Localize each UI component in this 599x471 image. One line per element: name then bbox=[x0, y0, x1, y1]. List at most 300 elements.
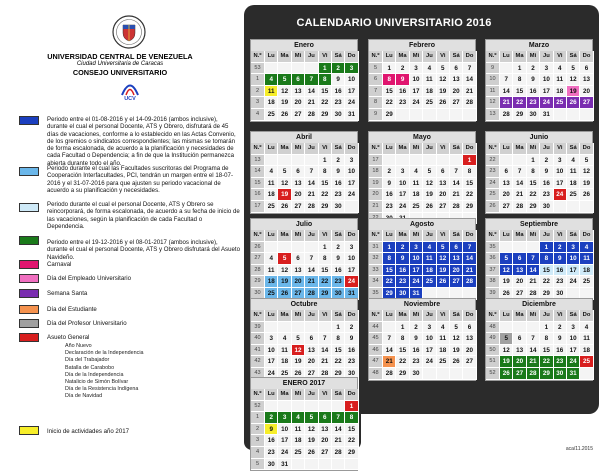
week-number: 17 bbox=[251, 201, 265, 213]
day-cell: 24 bbox=[554, 189, 567, 201]
day-cell: 11 bbox=[265, 86, 278, 98]
empty-cell bbox=[580, 368, 593, 380]
ucv-logo bbox=[120, 80, 140, 104]
empty-cell bbox=[345, 201, 358, 213]
day-cell: 1 bbox=[319, 242, 332, 254]
week-number: 33 bbox=[369, 265, 383, 277]
day-cell: 14 bbox=[463, 253, 476, 265]
asueto-holiday: Declaración de la Independencia bbox=[65, 350, 144, 357]
week-number: 26 bbox=[486, 201, 500, 213]
legend-swatch bbox=[19, 236, 39, 245]
asueto-holiday: Batalla de Carabobo bbox=[65, 364, 115, 371]
day-cell: 21 bbox=[527, 356, 540, 368]
empty-cell bbox=[292, 63, 305, 75]
empty-cell bbox=[437, 155, 450, 167]
day-cell: 27 bbox=[319, 447, 332, 459]
empty-cell bbox=[292, 459, 305, 471]
week-number: 22 bbox=[486, 155, 500, 167]
weekday-header: Lu bbox=[383, 230, 396, 242]
empty-cell bbox=[513, 155, 526, 167]
empty-cell bbox=[567, 201, 580, 213]
day-cell: 2 bbox=[332, 63, 345, 75]
legend-swatch bbox=[19, 305, 39, 314]
weekday-header: Do bbox=[345, 389, 358, 401]
weekday-header: Vi bbox=[437, 143, 450, 155]
day-cell: 29 bbox=[383, 288, 396, 300]
day-cell: 23 bbox=[527, 97, 540, 109]
empty-cell bbox=[278, 63, 291, 75]
weekday-header: Ma bbox=[513, 230, 526, 242]
day-cell: 28 bbox=[319, 368, 332, 380]
empty-cell bbox=[278, 401, 291, 413]
day-cell: 13 bbox=[437, 178, 450, 190]
day-cell: 28 bbox=[500, 109, 513, 121]
month-8 bbox=[485, 218, 593, 301]
week-number: 3 bbox=[251, 97, 265, 109]
day-cell: 6 bbox=[292, 74, 305, 86]
day-cell: 20 bbox=[463, 345, 476, 357]
day-cell: 28 bbox=[463, 97, 476, 109]
day-cell: 24 bbox=[396, 201, 409, 213]
asueto-holiday: Día de la Independencia bbox=[65, 371, 124, 378]
day-cell: 29 bbox=[396, 368, 409, 380]
day-cell: 28 bbox=[383, 368, 396, 380]
day-cell: 4 bbox=[580, 322, 593, 334]
day-cell: 2 bbox=[383, 166, 396, 178]
weekday-header: Vi bbox=[319, 310, 332, 322]
day-cell: 27 bbox=[580, 97, 593, 109]
day-cell: 20 bbox=[450, 265, 463, 277]
week-number: 5 bbox=[369, 63, 383, 75]
weekday-header: Sá bbox=[450, 143, 463, 155]
day-cell: 6 bbox=[305, 333, 318, 345]
day-cell: 21 bbox=[332, 435, 345, 447]
weekday-header: Ju bbox=[305, 389, 318, 401]
day-cell: 21 bbox=[450, 189, 463, 201]
week-number: 1 bbox=[251, 74, 265, 86]
day-cell: 17 bbox=[554, 178, 567, 190]
asueto-holiday: Año Nuevo bbox=[65, 343, 92, 349]
day-cell: 12 bbox=[500, 265, 513, 277]
week-number: 23 bbox=[486, 166, 500, 178]
day-cell: 28 bbox=[332, 447, 345, 459]
week-number: 30 bbox=[251, 288, 265, 300]
weekday-header: Lu bbox=[265, 143, 278, 155]
day-cell: 12 bbox=[292, 345, 305, 357]
week-number: 2 bbox=[251, 424, 265, 436]
day-cell: 23 bbox=[540, 189, 553, 201]
day-cell: 7 bbox=[305, 253, 318, 265]
day-cell: 28 bbox=[527, 368, 540, 380]
day-cell: 25 bbox=[265, 201, 278, 213]
legend-text: Periodo durante el cual las Facultades suscritoras del Programa de Cooperación Interfacultades, PCI, tendrán un margen entre el 18-07-2016 y el 31-07-2016 para que ajusten su periodo vacacional de acuerdo a su planificación y necesidades. bbox=[47, 165, 233, 194]
empty-cell bbox=[463, 109, 476, 121]
day-cell: 27 bbox=[292, 288, 305, 300]
day-cell: 27 bbox=[450, 97, 463, 109]
month-name: Febrero bbox=[369, 40, 475, 51]
day-cell: 5 bbox=[437, 242, 450, 254]
empty-cell bbox=[292, 155, 305, 167]
day-cell: 10 bbox=[410, 253, 423, 265]
day-cell: 8 bbox=[463, 166, 476, 178]
day-cell: 17 bbox=[345, 86, 358, 98]
empty-cell bbox=[319, 459, 332, 471]
day-cell: 17 bbox=[423, 345, 436, 357]
day-cell: 22 bbox=[319, 189, 332, 201]
day-cell: 15 bbox=[319, 265, 332, 277]
day-cell: 18 bbox=[423, 265, 436, 277]
day-cell: 27 bbox=[463, 356, 476, 368]
day-cell: 19 bbox=[305, 435, 318, 447]
day-cell: 10 bbox=[396, 178, 409, 190]
day-cell: 25 bbox=[265, 288, 278, 300]
day-cell: 14 bbox=[527, 345, 540, 357]
day-cell: 8 bbox=[383, 74, 396, 86]
empty-cell bbox=[305, 242, 318, 254]
week-number: 48 bbox=[369, 368, 383, 380]
day-cell: 2 bbox=[396, 242, 409, 254]
day-cell: 20 bbox=[292, 97, 305, 109]
day-cell: 3 bbox=[345, 63, 358, 75]
weekday-header: Ju bbox=[540, 230, 553, 242]
month-6 bbox=[250, 218, 358, 301]
day-cell: 8 bbox=[319, 253, 332, 265]
week-number: 25 bbox=[486, 189, 500, 201]
weekday-header: Lu bbox=[265, 51, 278, 63]
weekday-header: Do bbox=[463, 51, 476, 63]
day-cell: 12 bbox=[437, 74, 450, 86]
weekday-header: Do bbox=[345, 51, 358, 63]
day-cell: 24 bbox=[567, 356, 580, 368]
day-cell: 9 bbox=[527, 74, 540, 86]
day-cell: 25 bbox=[580, 276, 593, 288]
empty-cell bbox=[423, 109, 436, 121]
day-cell: 4 bbox=[580, 242, 593, 254]
legend-swatch bbox=[19, 116, 39, 125]
day-cell: 24 bbox=[423, 356, 436, 368]
legend-swatch bbox=[19, 203, 39, 212]
day-cell: 29 bbox=[332, 368, 345, 380]
empty-cell bbox=[500, 322, 513, 334]
day-cell: 21 bbox=[500, 97, 513, 109]
weekday-header: Do bbox=[580, 143, 593, 155]
weekday-header: N.º bbox=[486, 230, 500, 242]
week-number: 1 bbox=[251, 412, 265, 424]
day-cell: 9 bbox=[332, 253, 345, 265]
day-cell: 6 bbox=[319, 412, 332, 424]
day-cell: 17 bbox=[396, 189, 409, 201]
day-cell: 4 bbox=[567, 155, 580, 167]
day-cell: 4 bbox=[437, 322, 450, 334]
day-cell: 10 bbox=[345, 253, 358, 265]
month-2 bbox=[485, 39, 593, 122]
day-cell: 4 bbox=[292, 412, 305, 424]
month-10 bbox=[368, 298, 476, 381]
day-cell: 17 bbox=[410, 86, 423, 98]
empty-cell bbox=[383, 155, 396, 167]
week-number: 6 bbox=[369, 74, 383, 86]
day-cell: 18 bbox=[567, 178, 580, 190]
legend-text: Periodo entre el 01-08-2016 y el 14-09-2016 (ambos inclusive), durante el cual el personal Docente, ATS y Obrero, disfrutará de 45 días de vacaciones, conforme a lo establecido en las Actas Convenio, de los gremios o sindicatos correspondientes; las mismas se tomarán de forma escalonada, de acuerdo a la planificación y necesidades de cada Facultad o Dependencia; a fin de que la Institución permanezca abierta durante todo el año. bbox=[47, 116, 236, 167]
day-cell: 30 bbox=[527, 109, 540, 121]
day-cell: 4 bbox=[554, 63, 567, 75]
empty-cell bbox=[423, 155, 436, 167]
week-number: 46 bbox=[369, 345, 383, 357]
day-cell: 7 bbox=[513, 166, 526, 178]
weekday-header: N.º bbox=[486, 310, 500, 322]
asueto-holiday: Día de la Resistencia Indígena bbox=[65, 386, 139, 393]
legend-swatch bbox=[19, 274, 39, 283]
month-11 bbox=[485, 298, 593, 381]
week-number: 4 bbox=[251, 447, 265, 459]
weekday-header: Sá bbox=[332, 143, 345, 155]
week-number: 52 bbox=[251, 401, 265, 413]
week-number: 39 bbox=[251, 322, 265, 334]
day-cell: 5 bbox=[423, 166, 436, 178]
day-cell: 7 bbox=[527, 333, 540, 345]
day-cell: 25 bbox=[278, 368, 291, 380]
day-cell: 10 bbox=[345, 166, 358, 178]
day-cell: 12 bbox=[580, 166, 593, 178]
month-name: Noviembre bbox=[369, 299, 475, 310]
day-cell: 13 bbox=[292, 86, 305, 98]
day-cell: 19 bbox=[278, 189, 291, 201]
day-cell: 14 bbox=[383, 345, 396, 357]
week-number: 45 bbox=[369, 333, 383, 345]
day-cell: 20 bbox=[292, 276, 305, 288]
day-cell: 20 bbox=[513, 356, 526, 368]
day-cell: 25 bbox=[423, 276, 436, 288]
legend-text: Carnaval bbox=[47, 261, 72, 268]
ucv-logo-icon bbox=[120, 80, 140, 96]
month-grid bbox=[486, 310, 592, 380]
day-cell: 6 bbox=[292, 253, 305, 265]
week-number: 15 bbox=[251, 178, 265, 190]
day-cell: 15 bbox=[396, 345, 409, 357]
weekday-header: Ma bbox=[278, 310, 291, 322]
week-number: 38 bbox=[486, 276, 500, 288]
day-cell: 30 bbox=[265, 459, 278, 471]
weekday-header: Vi bbox=[319, 230, 332, 242]
day-cell: 9 bbox=[265, 424, 278, 436]
day-cell: 12 bbox=[437, 253, 450, 265]
day-cell: 14 bbox=[319, 345, 332, 357]
day-cell: 29 bbox=[540, 368, 553, 380]
week-number: 31 bbox=[369, 242, 383, 254]
day-cell: 28 bbox=[463, 276, 476, 288]
day-cell: 24 bbox=[345, 276, 358, 288]
day-cell: 8 bbox=[345, 412, 358, 424]
week-number: 7 bbox=[369, 86, 383, 98]
weekday-header: N.º bbox=[251, 230, 265, 242]
week-number: 51 bbox=[486, 356, 500, 368]
day-cell: 21 bbox=[305, 276, 318, 288]
legend-swatch bbox=[19, 289, 39, 298]
weekday-header: Sá bbox=[450, 230, 463, 242]
day-cell: 15 bbox=[345, 424, 358, 436]
day-cell: 20 bbox=[450, 86, 463, 98]
day-cell: 6 bbox=[450, 63, 463, 75]
weekday-header: N.º bbox=[369, 230, 383, 242]
day-cell: 26 bbox=[292, 368, 305, 380]
day-cell: 10 bbox=[554, 166, 567, 178]
day-cell: 5 bbox=[292, 333, 305, 345]
day-cell: 16 bbox=[396, 265, 409, 277]
day-cell: 18 bbox=[580, 265, 593, 277]
day-cell: 9 bbox=[410, 333, 423, 345]
day-cell: 24 bbox=[345, 97, 358, 109]
day-cell: 26 bbox=[500, 288, 513, 300]
empty-cell bbox=[332, 459, 345, 471]
empty-cell bbox=[450, 155, 463, 167]
day-cell: 3 bbox=[567, 322, 580, 334]
day-cell: 6 bbox=[500, 166, 513, 178]
weekday-header: Do bbox=[345, 310, 358, 322]
day-cell: 21 bbox=[463, 265, 476, 277]
day-cell: 4 bbox=[265, 253, 278, 265]
day-cell: 18 bbox=[265, 97, 278, 109]
day-cell: 27 bbox=[513, 288, 526, 300]
weekday-header: Do bbox=[580, 310, 593, 322]
weekday-header: Do bbox=[463, 230, 476, 242]
day-cell: 22 bbox=[396, 356, 409, 368]
day-cell: 3 bbox=[265, 333, 278, 345]
day-cell: 20 bbox=[437, 189, 450, 201]
day-cell: 29 bbox=[319, 201, 332, 213]
day-cell: 19 bbox=[292, 356, 305, 368]
day-cell: 12 bbox=[423, 178, 436, 190]
day-cell: 29 bbox=[383, 109, 396, 121]
day-cell: 30 bbox=[332, 201, 345, 213]
day-cell: 7 bbox=[463, 63, 476, 75]
day-cell: 23 bbox=[345, 356, 358, 368]
day-cell: 19 bbox=[500, 356, 513, 368]
week-number: 9 bbox=[486, 63, 500, 75]
day-cell: 25 bbox=[292, 447, 305, 459]
day-cell: 27 bbox=[500, 201, 513, 213]
day-cell: 26 bbox=[437, 97, 450, 109]
day-cell: 1 bbox=[463, 155, 476, 167]
day-cell: 5 bbox=[500, 333, 513, 345]
council-name: CONSEJO UNIVERSITARIO bbox=[72, 68, 168, 77]
day-cell: 8 bbox=[513, 74, 526, 86]
weekday-header: Sá bbox=[332, 310, 345, 322]
day-cell: 16 bbox=[332, 178, 345, 190]
day-cell: 7 bbox=[305, 74, 318, 86]
month-name: Enero bbox=[251, 40, 357, 51]
weekday-header: Ma bbox=[278, 51, 291, 63]
day-cell: 2 bbox=[410, 322, 423, 334]
week-number: 53 bbox=[251, 63, 265, 75]
day-cell: 16 bbox=[527, 86, 540, 98]
empty-cell bbox=[463, 368, 476, 380]
month-name: Diciembre bbox=[486, 299, 592, 310]
day-cell: 11 bbox=[265, 178, 278, 190]
day-cell: 22 bbox=[319, 276, 332, 288]
day-cell: 16 bbox=[383, 189, 396, 201]
empty-cell bbox=[527, 322, 540, 334]
weekday-header: Vi bbox=[319, 51, 332, 63]
day-cell: 3 bbox=[540, 63, 553, 75]
day-cell: 4 bbox=[410, 166, 423, 178]
day-cell: 29 bbox=[345, 447, 358, 459]
day-cell: 19 bbox=[450, 345, 463, 357]
week-number: 42 bbox=[251, 356, 265, 368]
day-cell: 12 bbox=[278, 178, 291, 190]
day-cell: 25 bbox=[410, 201, 423, 213]
weekday-header: Ma bbox=[396, 51, 409, 63]
weekday-header: Lu bbox=[265, 389, 278, 401]
day-cell: 25 bbox=[423, 97, 436, 109]
day-cell: 3 bbox=[278, 412, 291, 424]
day-cell: 22 bbox=[383, 276, 396, 288]
day-cell: 22 bbox=[513, 97, 526, 109]
day-cell: 17 bbox=[345, 265, 358, 277]
day-cell: 22 bbox=[540, 276, 553, 288]
day-cell: 5 bbox=[278, 253, 291, 265]
day-cell: 16 bbox=[345, 345, 358, 357]
empty-cell bbox=[580, 201, 593, 213]
day-cell: 18 bbox=[265, 189, 278, 201]
month-name: Mayo bbox=[369, 132, 475, 143]
day-cell: 11 bbox=[292, 424, 305, 436]
week-number: 50 bbox=[486, 345, 500, 357]
day-cell: 18 bbox=[265, 276, 278, 288]
day-cell: 9 bbox=[540, 166, 553, 178]
week-number: 2 bbox=[251, 86, 265, 98]
day-cell: 9 bbox=[554, 333, 567, 345]
day-cell: 29 bbox=[319, 109, 332, 121]
empty-cell bbox=[554, 201, 567, 213]
day-cell: 12 bbox=[567, 74, 580, 86]
day-cell: 3 bbox=[410, 63, 423, 75]
day-cell: 12 bbox=[450, 333, 463, 345]
day-cell: 29 bbox=[463, 201, 476, 213]
day-cell: 1 bbox=[527, 155, 540, 167]
day-cell: 30 bbox=[410, 368, 423, 380]
weekday-header: N.º bbox=[369, 310, 383, 322]
empty-cell bbox=[278, 155, 291, 167]
empty-cell bbox=[345, 459, 358, 471]
day-cell: 30 bbox=[554, 288, 567, 300]
empty-cell bbox=[305, 63, 318, 75]
day-cell: 9 bbox=[396, 253, 409, 265]
week-number: 29 bbox=[251, 276, 265, 288]
day-cell: 9 bbox=[345, 333, 358, 345]
day-cell: 14 bbox=[463, 74, 476, 86]
legend-swatch bbox=[19, 260, 39, 269]
month-1 bbox=[368, 39, 476, 122]
week-number: 11 bbox=[486, 86, 500, 98]
day-cell: 10 bbox=[567, 333, 580, 345]
legend-swatch bbox=[19, 426, 39, 435]
day-cell: 6 bbox=[463, 322, 476, 334]
day-cell: 11 bbox=[580, 333, 593, 345]
weekday-header: Do bbox=[580, 51, 593, 63]
day-cell: 13 bbox=[513, 345, 526, 357]
day-cell: 24 bbox=[410, 276, 423, 288]
day-cell: 11 bbox=[265, 265, 278, 277]
day-cell: 26 bbox=[580, 189, 593, 201]
empty-cell bbox=[396, 155, 409, 167]
month-name: Agosto bbox=[369, 219, 475, 230]
day-cell: 5 bbox=[567, 63, 580, 75]
day-cell: 19 bbox=[580, 178, 593, 190]
month-7 bbox=[368, 218, 476, 301]
empty-cell bbox=[332, 401, 345, 413]
weekday-header: Sá bbox=[332, 389, 345, 401]
day-cell: 24 bbox=[540, 97, 553, 109]
